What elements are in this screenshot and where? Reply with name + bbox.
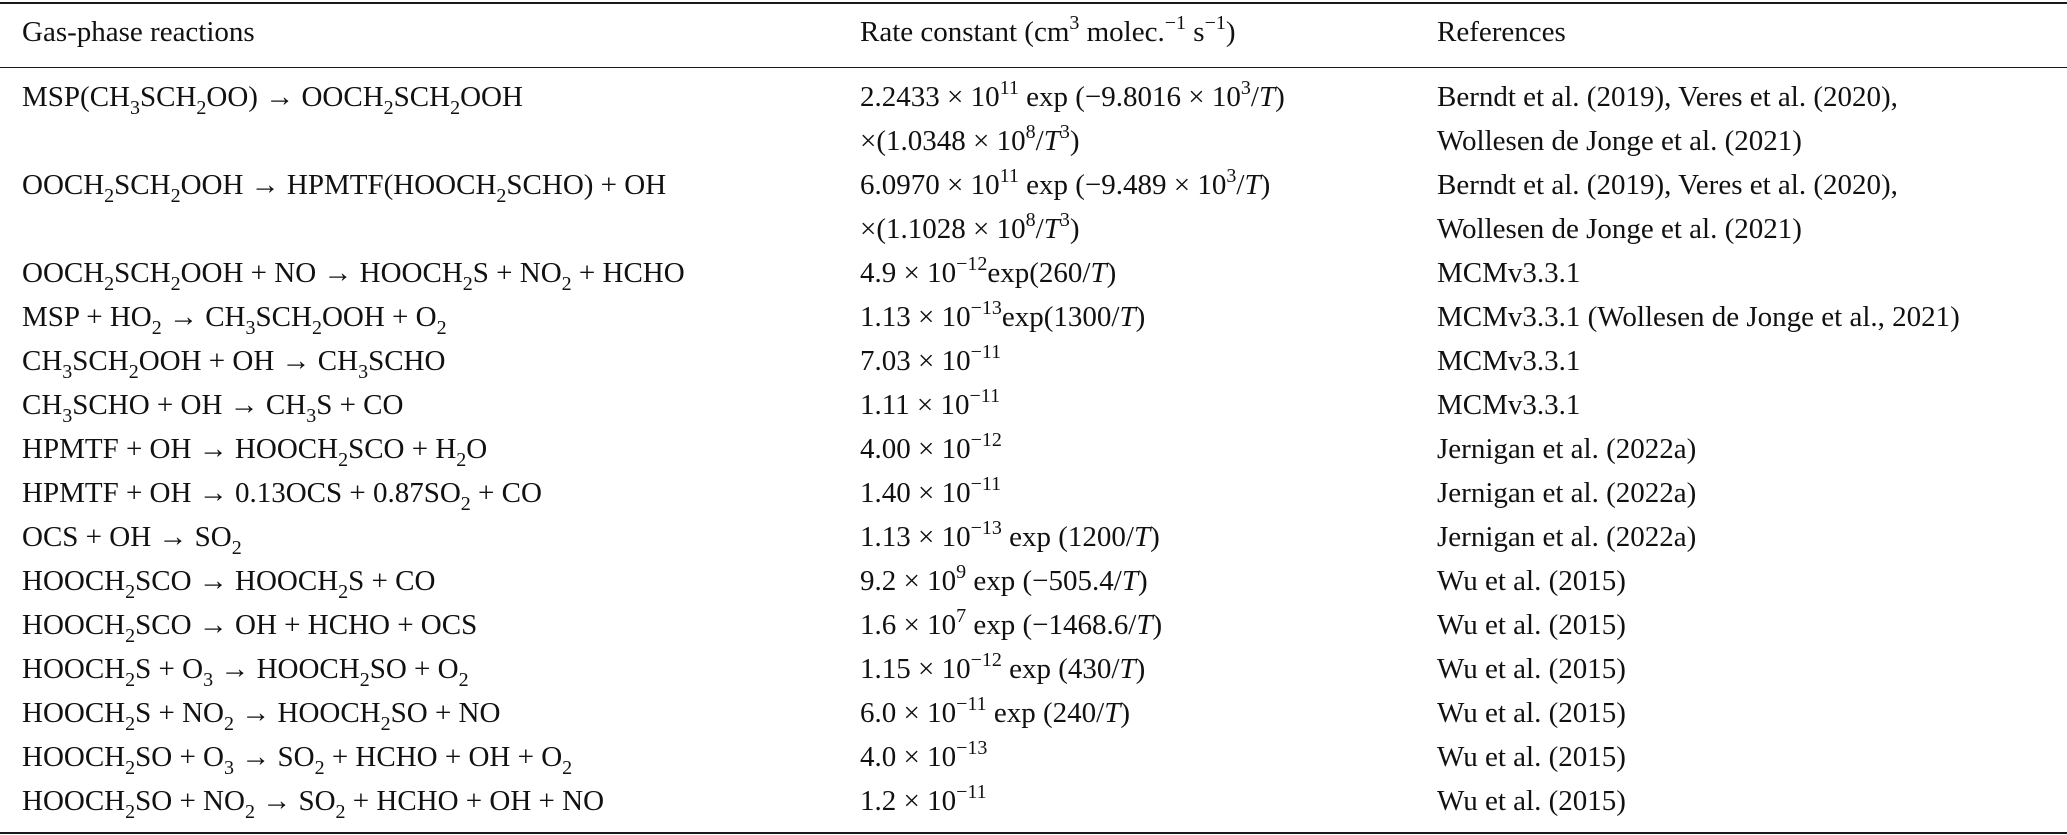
reaction-cell: HPMTF + OH → HOOCH2SCO + H2O (22, 433, 488, 471)
reaction-cell: HOOCH2S + O3 → HOOCH2SO + O2 (22, 653, 469, 691)
reference-cell: Jernigan et al. (2022a) (1437, 433, 1697, 465)
reference-cell: Jernigan et al. (2022a) (1437, 521, 1697, 553)
reference-cell: Wu et al. (2015) (1437, 565, 1626, 597)
reference-cell: Wu et al. (2015) (1437, 653, 1626, 685)
reaction-cell: OOCH2SCH2OOH + NO → HOOCH2S + NO2 + HCHO (22, 257, 685, 295)
reference-cell: MCMv3.3.1 (1437, 345, 1581, 377)
reference-cell: Jernigan et al. (2022a) (1437, 477, 1697, 509)
reaction-cell: MSP + HO2 → CH3SCH2OOH + O2 (22, 301, 447, 339)
header-rate-constant: Rate constant (cm3 molec.−1 s−1) (860, 12, 1236, 48)
reaction-cell: HOOCH2S + NO2 → HOOCH2SO + NO (22, 697, 501, 735)
rate-constant-cell: 1.40 × 10−11 (860, 473, 1002, 509)
rate-constant-cell: 4.00 × 10−12 (860, 429, 1002, 465)
reaction-cell: CH3SCH2OOH + OH → CH3SCHO (22, 345, 446, 383)
table-row (0, 605, 2067, 652)
table-row (0, 517, 2067, 564)
rate-constant-cell: 1.13 × 10−13 exp (1200/T) (860, 517, 1160, 553)
reference-cell: Wu et al. (2015) (1437, 697, 1626, 729)
table-row (0, 253, 2067, 300)
table-top-rule (0, 2, 2067, 4)
table-row (0, 165, 2067, 245)
table-row (0, 781, 2067, 828)
reaction-cell: HOOCH2SO + NO2 → SO2 + HCHO + OH + NO (22, 785, 605, 823)
header-reactions: Gas-phase reactions (22, 16, 255, 48)
rate-constant-cell: 4.0 × 10−13 (860, 737, 988, 773)
reaction-cell: OCS + OH → SO2 (22, 521, 242, 559)
reaction-cell: OOCH2SCH2OOH → HPMTF(HOOCH2SCHO) + OH (22, 169, 667, 207)
reaction-cell: MSP(CH3SCH2OO) → OOCH2SCH2OOH (22, 81, 523, 119)
rate-constant-cell: 1.11 × 10−11 (860, 385, 1001, 421)
table-row (0, 649, 2067, 696)
reaction-cell: HOOCH2SO + O3 → SO2 + HCHO + OH + O2 (22, 741, 573, 779)
reaction-cell: HOOCH2SCO → HOOCH2S + CO (22, 565, 436, 603)
table-row (0, 561, 2067, 608)
rate-constant-cell: 2.2433 × 1011 exp (−9.8016 × 103/T) ×(1.0348 × 108/T3) (860, 77, 1285, 157)
table-row (0, 297, 2067, 344)
table-row (0, 77, 2067, 157)
rate-constant-cell: 6.0 × 10−11 exp (240/T) (860, 693, 1131, 729)
reaction-cell: CH3SCHO + OH → CH3S + CO (22, 389, 404, 427)
rate-constant-cell: 9.2 × 109 exp (−505.4/T) (860, 561, 1148, 597)
reference-cell: Wu et al. (2015) (1437, 741, 1626, 773)
rate-constant-cell: 1.13 × 10−13exp(1300/T) (860, 297, 1146, 333)
table-row (0, 693, 2067, 740)
rate-constant-cell: 1.2 × 10−11 (860, 781, 987, 817)
table-row (0, 385, 2067, 432)
reference-cell: Wu et al. (2015) (1437, 785, 1626, 817)
reference-cell: MCMv3.3.1 (Wollesen de Jonge et al., 2021) (1437, 301, 1960, 333)
reference-cell: MCMv3.3.1 (1437, 257, 1581, 289)
rate-constant-cell: 6.0970 × 1011 exp (−9.489 × 103/T) ×(1.1028 × 108/T3) (860, 165, 1271, 245)
reaction-cell: HPMTF + OH → 0.13OCS + 0.87SO2 + CO (22, 477, 542, 515)
reaction-cell: HOOCH2SCO → OH + HCHO + OCS (22, 609, 478, 647)
rate-constant-cell: 1.6 × 107 exp (−1468.6/T) (860, 605, 1163, 641)
rate-constant-cell: 1.15 × 10−12 exp (430/T) (860, 649, 1146, 685)
reference-cell: Berndt et al. (2019), Veres et al. (2020), Wollesen de Jonge et al. (2021) (1437, 169, 1898, 245)
table-row (0, 429, 2067, 476)
table-bottom-rule (0, 832, 2067, 834)
table-header-rule (0, 67, 2067, 68)
rate-constant-cell: 7.03 × 10−11 (860, 341, 1002, 377)
rate-constant-cell: 4.9 × 10−12exp(260/T) (860, 253, 1117, 289)
table-row (0, 341, 2067, 388)
table-row (0, 473, 2067, 520)
reference-cell: Wu et al. (2015) (1437, 609, 1626, 641)
table-row (0, 737, 2067, 784)
table-header-row (0, 12, 2067, 55)
reference-cell: Berndt et al. (2019), Veres et al. (2020), Wollesen de Jonge et al. (2021) (1437, 81, 1898, 157)
header-references: References (1437, 16, 1566, 48)
reference-cell: MCMv3.3.1 (1437, 389, 1581, 421)
